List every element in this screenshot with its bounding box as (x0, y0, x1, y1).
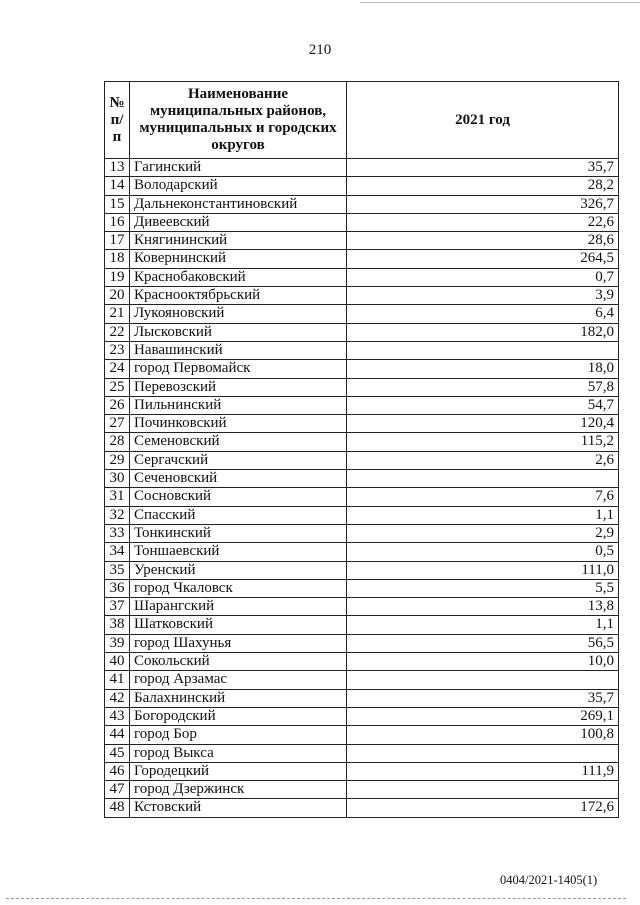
row-name: Дальнеконстантиновский (130, 195, 347, 213)
row-value (347, 341, 619, 359)
row-name: Тоншаевский (130, 543, 347, 561)
row-value: 6,4 (347, 305, 619, 323)
table-row (105, 232, 619, 250)
row-number: 32 (105, 506, 130, 524)
row-number: 14 (105, 177, 130, 195)
row-value: 7,6 (347, 488, 619, 506)
row-name: Пильнинский (130, 396, 347, 414)
row-name: город Первомайск (130, 360, 347, 378)
table-row (105, 415, 619, 433)
row-value: 28,2 (347, 177, 619, 195)
row-number: 22 (105, 323, 130, 341)
table-row (105, 744, 619, 762)
row-name: Балахнинский (130, 689, 347, 707)
row-value: 120,4 (347, 415, 619, 433)
row-name: Княгининский (130, 232, 347, 250)
table-row (105, 451, 619, 469)
row-value: 18,0 (347, 360, 619, 378)
row-name: Шарангский (130, 598, 347, 616)
row-name: Навашинский (130, 341, 347, 359)
table-row (105, 396, 619, 414)
row-value: 326,7 (347, 195, 619, 213)
table-row (105, 653, 619, 671)
table-row (105, 159, 619, 177)
row-name: Богородский (130, 707, 347, 725)
row-value: 111,0 (347, 561, 619, 579)
row-number: 31 (105, 488, 130, 506)
row-value: 269,1 (347, 707, 619, 725)
row-number: 43 (105, 707, 130, 725)
row-number: 25 (105, 378, 130, 396)
table-row (105, 707, 619, 725)
row-value: 1,1 (347, 616, 619, 634)
table-row (105, 726, 619, 744)
row-value: 35,7 (347, 159, 619, 177)
table-row (105, 781, 619, 799)
row-value: 182,0 (347, 323, 619, 341)
municipal-data-table (104, 81, 619, 818)
row-name: город Бор (130, 726, 347, 744)
table-row (105, 341, 619, 359)
row-number: 27 (105, 415, 130, 433)
row-number: 16 (105, 213, 130, 231)
row-number: 48 (105, 799, 130, 817)
row-value: 5,5 (347, 579, 619, 597)
table-row (105, 799, 619, 817)
row-name: Сосновский (130, 488, 347, 506)
row-name: Краснооктябрьский (130, 287, 347, 305)
row-value: 56,5 (347, 634, 619, 652)
row-name: Семеновский (130, 433, 347, 451)
row-name: Сокольский (130, 653, 347, 671)
row-value (347, 470, 619, 488)
row-value: 57,8 (347, 378, 619, 396)
row-name: Краснобаковский (130, 268, 347, 286)
row-number: 38 (105, 616, 130, 634)
row-number: 46 (105, 762, 130, 780)
row-value (347, 671, 619, 689)
row-number: 36 (105, 579, 130, 597)
row-value: 172,6 (347, 799, 619, 817)
row-value: 28,6 (347, 232, 619, 250)
table-header-row (105, 82, 619, 159)
table-row (105, 470, 619, 488)
row-name: Володарский (130, 177, 347, 195)
row-value: 115,2 (347, 433, 619, 451)
row-number: 28 (105, 433, 130, 451)
row-value (347, 744, 619, 762)
row-value: 35,7 (347, 689, 619, 707)
row-name: город Чкаловск (130, 579, 347, 597)
row-value: 54,7 (347, 396, 619, 414)
table-row (105, 561, 619, 579)
row-number: 17 (105, 232, 130, 250)
page-number: 210 (308, 42, 332, 58)
row-name: Сеченовский (130, 470, 347, 488)
table-row (105, 634, 619, 652)
table-row (105, 524, 619, 542)
table-row (105, 506, 619, 524)
row-number: 45 (105, 744, 130, 762)
row-number: 37 (105, 598, 130, 616)
row-number: 30 (105, 470, 130, 488)
row-value: 264,5 (347, 250, 619, 268)
row-value: 0,5 (347, 543, 619, 561)
row-number: 13 (105, 159, 130, 177)
row-number: 35 (105, 561, 130, 579)
table-row (105, 305, 619, 323)
table-row (105, 250, 619, 268)
row-value: 0,7 (347, 268, 619, 286)
row-value: 10,0 (347, 653, 619, 671)
row-value: 3,9 (347, 287, 619, 305)
row-name: город Выкса (130, 744, 347, 762)
row-name: Починковский (130, 415, 347, 433)
row-number: 15 (105, 195, 130, 213)
table-row (105, 287, 619, 305)
row-number: 20 (105, 287, 130, 305)
row-number: 21 (105, 305, 130, 323)
row-number: 33 (105, 524, 130, 542)
row-value: 2,6 (347, 451, 619, 469)
table-row (105, 177, 619, 195)
row-number: 40 (105, 653, 130, 671)
row-value: 100,8 (347, 726, 619, 744)
header-name: Наименование муниципальных районов, муниципальных и городских округов (130, 82, 347, 159)
table-row (105, 543, 619, 561)
top-scan-rule (360, 2, 640, 3)
row-name: Лысковский (130, 323, 347, 341)
table-row (105, 579, 619, 597)
row-value: 13,8 (347, 598, 619, 616)
row-number: 39 (105, 634, 130, 652)
row-number: 47 (105, 781, 130, 799)
row-number: 19 (105, 268, 130, 286)
table-row (105, 488, 619, 506)
row-number: 44 (105, 726, 130, 744)
row-number: 34 (105, 543, 130, 561)
row-number: 29 (105, 451, 130, 469)
row-value: 111,9 (347, 762, 619, 780)
row-value (347, 781, 619, 799)
row-name: Уренский (130, 561, 347, 579)
row-name: Гагинский (130, 159, 347, 177)
row-name: Ковернинский (130, 250, 347, 268)
document-code: 0404/2021-1405(1) (500, 873, 598, 887)
row-name: Перевозский (130, 378, 347, 396)
table-row (105, 268, 619, 286)
row-name: Дивеевский (130, 213, 347, 231)
row-number: 42 (105, 689, 130, 707)
row-number: 26 (105, 396, 130, 414)
row-name: Кстовский (130, 799, 347, 817)
bottom-scan-rule (6, 898, 626, 899)
row-number: 23 (105, 341, 130, 359)
row-value: 1,1 (347, 506, 619, 524)
table-row (105, 433, 619, 451)
row-name: Городецкий (130, 762, 347, 780)
table-row (105, 360, 619, 378)
table-row (105, 195, 619, 213)
row-name: Спасский (130, 506, 347, 524)
table-row (105, 762, 619, 780)
row-value: 2,9 (347, 524, 619, 542)
row-number: 24 (105, 360, 130, 378)
row-name: город Шахунья (130, 634, 347, 652)
row-name: город Дзержинск (130, 781, 347, 799)
row-name: Лукояновский (130, 305, 347, 323)
row-name: город Арзамас (130, 671, 347, 689)
table-row (105, 598, 619, 616)
row-number: 41 (105, 671, 130, 689)
table-row (105, 213, 619, 231)
row-number: 18 (105, 250, 130, 268)
row-name: Шатковский (130, 616, 347, 634)
table-row (105, 671, 619, 689)
table-row (105, 323, 619, 341)
header-value: 2021 год (347, 82, 619, 159)
table-row (105, 689, 619, 707)
row-name: Сергачский (130, 451, 347, 469)
row-name: Тонкинский (130, 524, 347, 542)
header-num: № п/п (105, 82, 130, 159)
row-value: 22,6 (347, 213, 619, 231)
table-row (105, 616, 619, 634)
table-row (105, 378, 619, 396)
